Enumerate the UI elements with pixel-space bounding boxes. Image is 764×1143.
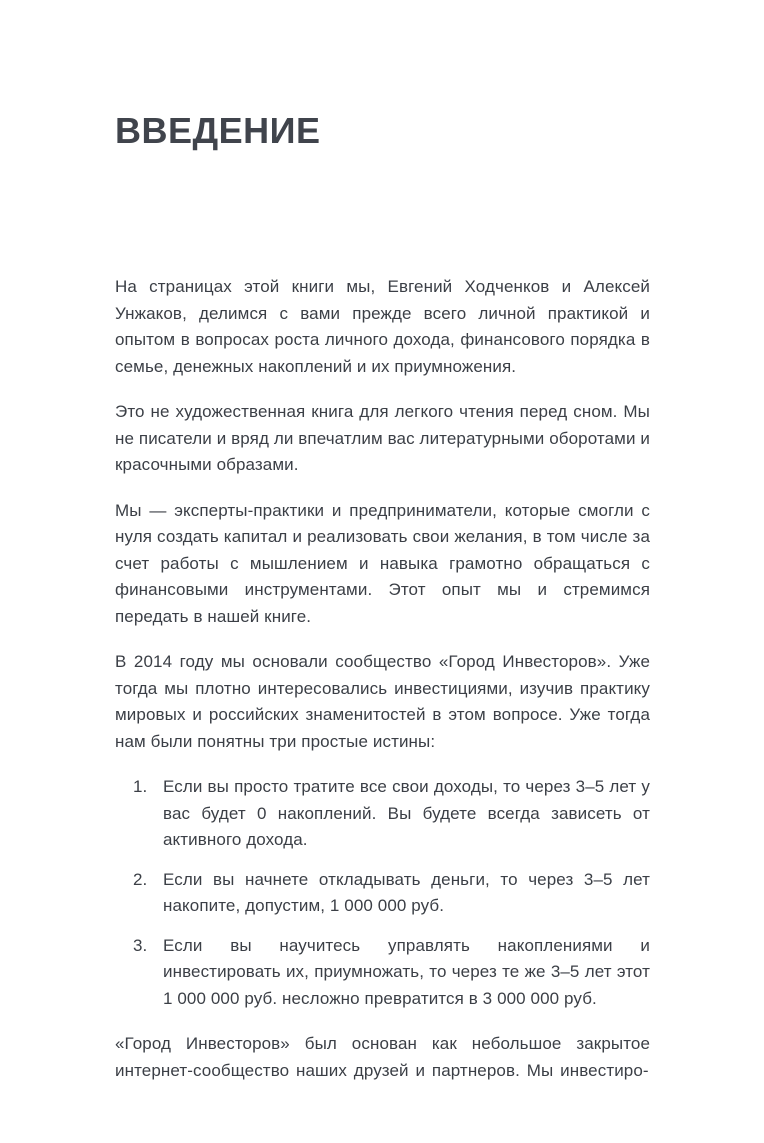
list-item-number: 1.: [133, 777, 148, 796]
paragraph-experts: Мы — эксперты-практики и предприниматели, которые смогли с нуля создать капитал и реализовать свои желания, в том числе за счет работы с мышлением и навыка грамотно обращаться с финансовыми инструментами. Этот опыт мы и стремимся передать в нашей книге.: [115, 500, 650, 626]
list-item-text: Если вы просто тратите все свои доходы, то через 3–5 лет у вас будет 0 накоплений. Вы будете всегда зависеть от активного дохода.: [163, 777, 650, 849]
chapter-title: ВВЕДЕНИЕ: [115, 110, 321, 151]
paragraph-not-fiction: Это не художественная книга для легкого чтения перед сном. Мы не писатели и вряд ли впечатлим вас литературными оборотами и красочными образами.: [115, 402, 650, 474]
numbered-list: [115, 774, 650, 1012]
paragraph-intro-authors: На страницах этой книги мы, Евгений Ходченков и Алексей Унжаков, делимся с вами прежде всего личной практикой и опытом в вопросах роста личного дохода, финансового порядка в семье, денежных накоплений и их приумножения.: [115, 277, 650, 376]
list-item-text: Если вы начнете откладывать деньги, то через 3–5 лет накопите, допустим, 1 000 000 руб.: [163, 869, 650, 915]
paragraph-community-founded: В 2014 году мы основали сообщество «Город Инвесторов». Уже тогда мы плотно интересовались инвестициями, изучив практику мировых и российских знаменитостей в этом вопросе. Уже тогда нам были понятны три простые истины:: [115, 652, 650, 751]
list-item-number: 3.: [133, 935, 148, 955]
paragraph-closing: «Город Инвесторов» был основан как небольшое закрытое интернет-сообщество наших друзей и партнеров. Мы инвестиро-: [115, 1034, 650, 1080]
list-item: [115, 867, 650, 920]
list-item: [115, 774, 650, 854]
list-item: [115, 933, 650, 1013]
list-item-text: Если вы научитесь управлять накоплениями и инвестировать их, приумножать, то через те же 3–5 лет этот 1 000 000 руб. несложно превратится в 3 000 000 руб.: [163, 935, 650, 1008]
list-item-number: 2.: [133, 869, 148, 889]
